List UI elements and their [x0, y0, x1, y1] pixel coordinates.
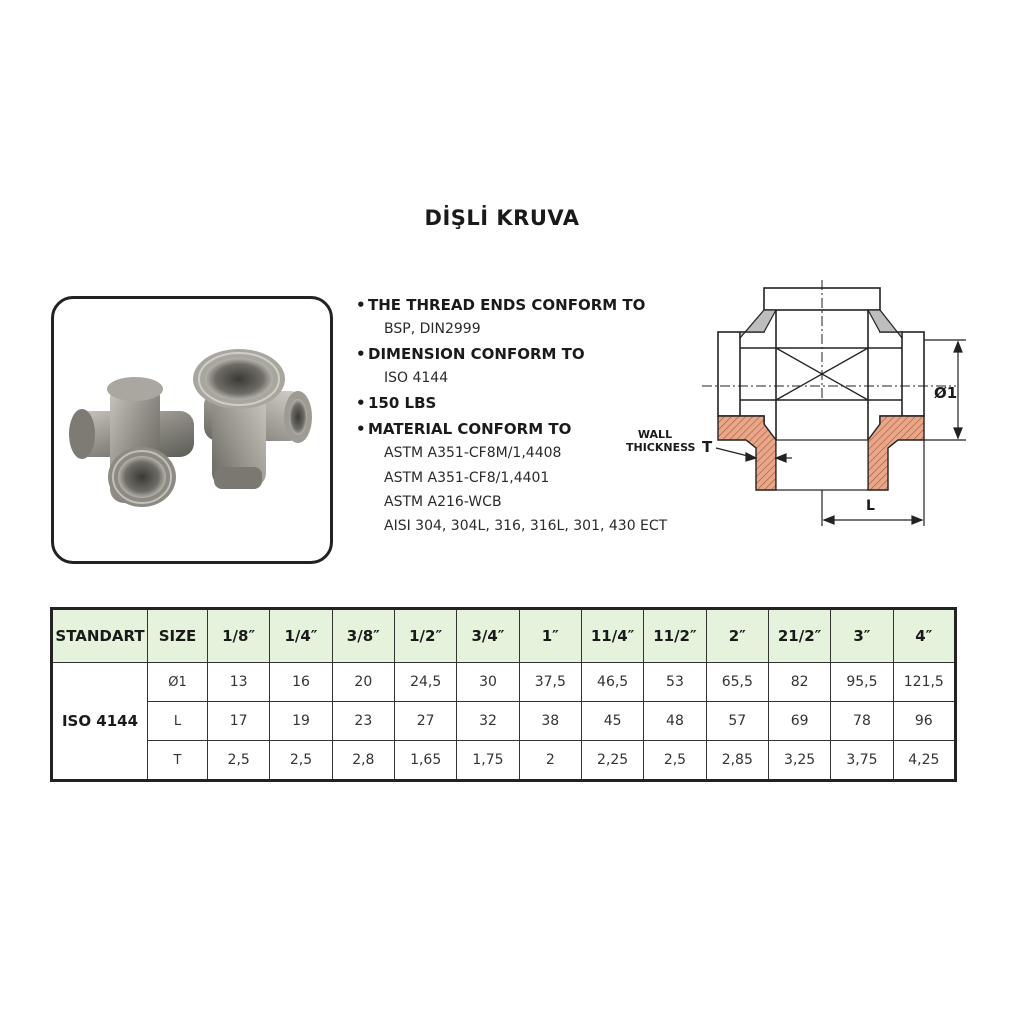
value-cell: 37,5 — [519, 663, 581, 702]
value-cell: 53 — [644, 663, 706, 702]
spec-dimension-value: ISO 4144 — [384, 370, 449, 386]
table-row — [52, 663, 956, 702]
spec-material-2: ASTM A351-CF8/1,4401 — [384, 470, 550, 486]
header-standart: STANDART — [52, 609, 148, 663]
table-body — [52, 663, 956, 781]
value-cell: 27 — [394, 702, 456, 741]
value-cell: 2,25 — [581, 741, 643, 781]
value-cell: 2,5 — [270, 741, 332, 781]
diameter-dimension-label: Ø1 — [934, 384, 958, 402]
spec-material-4: AISI 304, 304L, 316, 316L, 301, 430 ECT — [384, 518, 668, 534]
spec-material-heading: • MATERIAL CONFORM TO — [356, 420, 572, 438]
value-cell: 1,75 — [457, 741, 519, 781]
value-cell: 48 — [644, 702, 706, 741]
parameter-cell: T — [148, 741, 208, 781]
right-cross-fitting — [193, 349, 312, 489]
value-cell: 13 — [208, 663, 270, 702]
value-cell: 23 — [332, 702, 394, 741]
header-size-12: 4″ — [893, 609, 955, 663]
table-row — [52, 741, 956, 781]
value-cell: 16 — [270, 663, 332, 702]
spec-material-3: ASTM A216-WCB — [384, 494, 502, 510]
header-size-2: 1/4″ — [270, 609, 332, 663]
wall-thickness-label: WALL THICKNESS — [626, 428, 696, 454]
dimensions-table — [50, 607, 957, 782]
header-size-5: 3/4″ — [457, 609, 519, 663]
cross-section-diagram — [606, 280, 986, 540]
value-cell: 121,5 — [893, 663, 955, 702]
value-cell: 2,8 — [332, 741, 394, 781]
value-cell: 38 — [519, 702, 581, 741]
value-cell: 2 — [519, 741, 581, 781]
header-size-11: 3″ — [831, 609, 893, 663]
value-cell: 24,5 — [394, 663, 456, 702]
value-cell: 46,5 — [581, 663, 643, 702]
value-cell: 82 — [768, 663, 830, 702]
page-title: DİŞLİ KRUVA — [424, 206, 580, 230]
header-size-1: 1/8″ — [208, 609, 270, 663]
value-cell: 2,5 — [644, 741, 706, 781]
value-cell: 69 — [768, 702, 830, 741]
value-cell: 45 — [581, 702, 643, 741]
left-cross-fitting — [69, 377, 194, 507]
header-size-9: 2″ — [706, 609, 768, 663]
header-size-8: 11/2″ — [644, 609, 706, 663]
pipe-cross-fittings-photo — [54, 299, 330, 561]
parameter-cell: Ø1 — [148, 663, 208, 702]
value-cell: 96 — [893, 702, 955, 741]
value-cell: 78 — [831, 702, 893, 741]
value-cell: 57 — [706, 702, 768, 741]
spec-dimension-heading: • DIMENSION CONFORM TO — [356, 345, 585, 363]
value-cell: 1,65 — [394, 741, 456, 781]
value-cell: 30 — [457, 663, 519, 702]
value-cell: 3,75 — [831, 741, 893, 781]
header-size-10: 21/2″ — [768, 609, 830, 663]
spec-material-1: ASTM A351-CF8M/1,4408 — [384, 445, 562, 461]
value-cell: 17 — [208, 702, 270, 741]
value-cell: 95,5 — [831, 663, 893, 702]
header-size-4: 1/2″ — [394, 609, 456, 663]
length-dimension-label: L — [866, 498, 875, 514]
value-cell: 20 — [332, 663, 394, 702]
table-header-row — [52, 609, 956, 663]
spec-pressure: • 150 LBS — [356, 394, 437, 412]
table-row — [52, 702, 956, 741]
header-size-3: 3/8″ — [332, 609, 394, 663]
spec-thread-heading: • THE THREAD ENDS CONFORM TO — [356, 296, 646, 314]
parameter-cell: L — [148, 702, 208, 741]
value-cell: 3,25 — [768, 741, 830, 781]
t-dimension-label: T — [702, 438, 713, 456]
header-size-7: 11/4″ — [581, 609, 643, 663]
value-cell: 2,5 — [208, 741, 270, 781]
standard-cell: ISO 4144 — [52, 663, 148, 781]
header-size: SIZE — [148, 609, 208, 663]
value-cell: 19 — [270, 702, 332, 741]
spec-thread-value: BSP, DIN2999 — [384, 321, 481, 337]
value-cell: 32 — [457, 702, 519, 741]
value-cell: 4,25 — [893, 741, 955, 781]
value-cell: 2,85 — [706, 741, 768, 781]
cross-fitting-drawing — [606, 280, 986, 540]
product-photo-frame — [51, 296, 333, 564]
value-cell: 65,5 — [706, 663, 768, 702]
header-size-6: 1″ — [519, 609, 581, 663]
